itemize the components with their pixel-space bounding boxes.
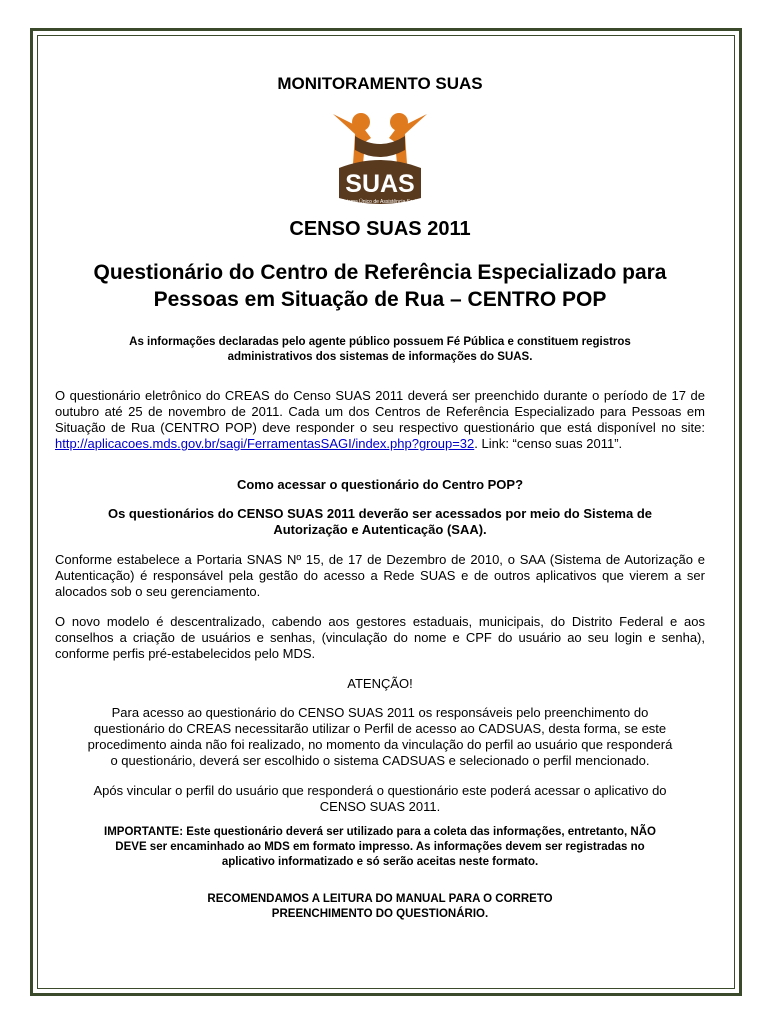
- attention-line3: procedimento ainda não foi realizado, no momento da vinculação do perfil ao usuário que responderá: [87, 737, 673, 752]
- questionnaire-title: [55, 259, 705, 313]
- recommend-line1: RECOMENDAMOS A LEITURA DO MANUAL PARA O CORRETO: [207, 893, 553, 905]
- suas-logo-icon: [325, 102, 435, 210]
- important-notice: [55, 825, 705, 870]
- attention-paragraph: [55, 705, 705, 769]
- decentralized-paragraph: O novo modelo é descentralizado, cabendo aos gestores estaduais, municipais, do Distrito Federal e aos conselhos a criação de usuários e senhas, (vinculação do nome e CPF do usuário ao seu login e senha), conforme perfis pré-estabelecidos pelo MDS.: [55, 614, 705, 661]
- intro-paragraph: [55, 388, 705, 452]
- access-answer-line2: Autorização e Autenticação (SAA).: [273, 522, 487, 537]
- attention-line2: questionário do CREAS necessitarão utilizar o Perfil de acesso ao CADSUAS, desta forma, se este: [93, 721, 667, 736]
- questionnaire-title-line2: Pessoas em Situação de Rua – CENTRO POP: [153, 288, 607, 311]
- intro-text: O questionário eletrônico do CREAS do Censo SUAS 2011 deverá ser preenchido durante o período de 17 de outubro até 25 de novembro de 2011. Cada um dos Centros de Referência Especializado para Pessoas em Situação de Rua (CENTRO POP) deve responder o seu respectivo questionário que está disponível no site:: [55, 388, 705, 435]
- important-line2: DEVE ser encaminhado ao MDS em formato impresso. As informações devem ser registradas no: [115, 841, 645, 853]
- notice-line1: As informações declaradas pelo agente público possuem Fé Pública e constituem registros: [129, 336, 631, 348]
- logo-subtext: Sistema Único de Assistência Social: [339, 199, 421, 205]
- public-faith-notice: [55, 335, 705, 365]
- doc-title: MONITORAMENTO SUAS: [277, 74, 483, 93]
- attention-title: ATENÇÃO!: [347, 676, 413, 691]
- intro-text-after-link: . Link: “censo suas 2011”.: [474, 436, 623, 451]
- attention-line4: o questionário, deverá ser escolhido o sistema CADSUAS e selecionado o perfil mencionado.: [110, 753, 650, 768]
- important-line3: aplicativo informatizado e só serão aceitas neste formato.: [221, 856, 539, 868]
- document-body: [55, 74, 705, 922]
- attention-line1: Para acesso ao questionário do CENSO SUAS 2011 os responsáveis pelo preenchimento do: [111, 705, 649, 720]
- after-line2: CENSO SUAS 2011.: [319, 799, 441, 814]
- suas-logo: [55, 102, 705, 210]
- portaria-paragraph: Conforme estabelece a Portaria SNAS Nº 15, de 17 de Dezembro de 2010, o SAA (Sistema de Autorização e Autenticação) é responsável pela gestão do acesso a Rede SUAS e de outros aplicativos que vierem a ser alocados sob o seu gerenciamento.: [55, 552, 705, 599]
- logo-text: SUAS: [345, 170, 415, 198]
- access-answer: [55, 506, 705, 538]
- manual-recommendation: [55, 892, 705, 922]
- recommend-line2: PREENCHIMENTO DO QUESTIONÁRIO.: [271, 908, 489, 920]
- notice-line2: administrativos dos sistemas de informações do SUAS.: [227, 351, 533, 363]
- important-line1: IMPORTANTE: Este questionário deverá ser utilizado para a coleta das informações, entretanto, NÃO: [104, 826, 656, 838]
- access-question: Como acessar o questionário do Centro POP?: [236, 477, 524, 492]
- questionnaire-title-line1: Questionário do Centro de Referência Especializado para: [93, 261, 667, 284]
- access-answer-line1: Os questionários do CENSO SUAS 2011 deverão ser acessados por meio do Sistema de: [107, 506, 653, 521]
- after-link-paragraph: [55, 783, 705, 815]
- censo-heading: CENSO SUAS 2011: [289, 218, 471, 240]
- questionnaire-link[interactable]: http://aplicacoes.mds.gov.br/sagi/FerramentasSAGI/index.php?group=32: [55, 436, 475, 451]
- after-line1: Após vincular o perfil do usuário que responderá o questionário este poderá acessar o aplicativo do: [93, 783, 667, 798]
